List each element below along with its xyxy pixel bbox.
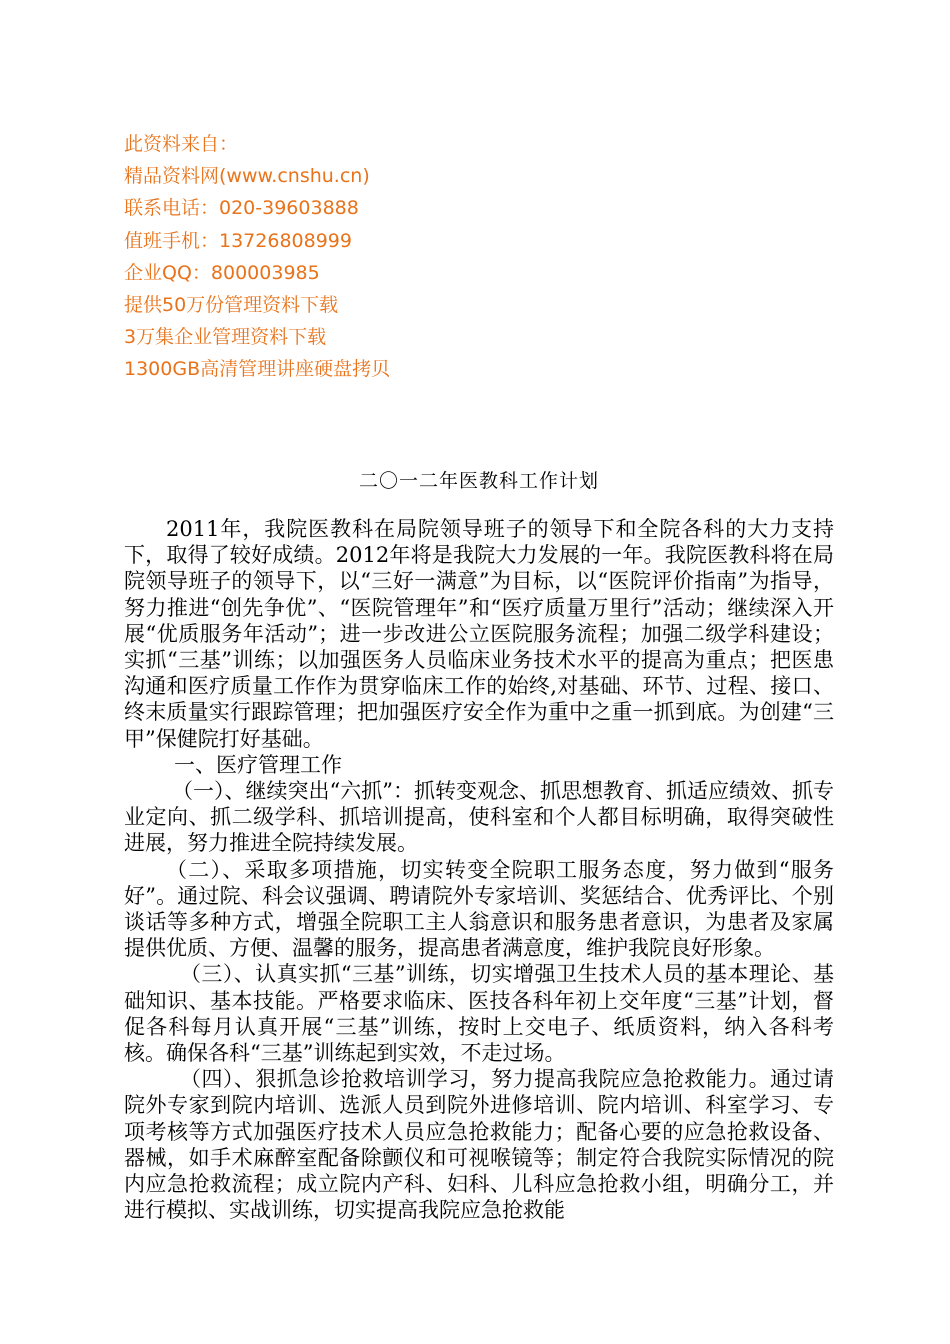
item-paragraph-4: （四）、狠抓急诊抢救培训学习，努力提高我院应急抢救能力。通过请院外专家到院内培训、选派人员到院外进修培训、院内培训、科室学习、专项考核等方式加强医疗技术人员应急抢救能力；配备心要的应急抢救设备、器械，如手术麻醉室配备除颤仪和可视喉镜等；制定符合我院实际情况的院内应急抢救流程；成立院内产科、妇科、儿科应急抢救小组，明确分工，并进行模拟、实战训练，切实提高我院应急抢救能 [124,1067,834,1223]
section-heading: 一、医疗管理工作 [174,752,342,777]
promo-line-source: 此资料来自： [124,133,239,155]
promo-block [124,128,624,386]
item-paragraph-2: （二）、采取多项措施，切实转变全院职工服务态度，努力做到“服务好”。通过院、科会议强调、聘请院外专家培训、奖惩结合、优秀评比、个别谈话等多种方式，增强全院职工主人翁意识和服务患者意识，为患者及家属提供优质、方便、温馨的服务，提高患者满意度，维护我院良好形象。 [124,857,834,961]
promo-line-mobile: 值班手机：13726808999 [124,229,352,252]
intro-paragraph: 2011年，我院医教科在局院领导班子的领导下和全院各科的大力支持下，取得了较好成绩。2012年将是我院大力发展的一年。我院医教科将在局院领导班子的领导下，以“三好一满意”为目标，以“医院评价指南”为指导，努力推进“创先争优”、“医院管理年”和“医疗质量万里行”活动；继续深入开展“优质服务年活动”；进一步改进公立医院服务流程；加强二级学科建设；实抓“三基”训练；以加强医务人员临床业务技术水平的提高为重点；把医患沟通和医疗质量工作作为贯穿临床工作的始终,对基础、环节、过程、接口、终末质量实行跟踪管理；把加强医疗安全作为重中之重一抓到底。为创建“三甲”保健院打好基础。 [124,517,834,751]
document-title: 二〇一二年医教科工作计划 [358,470,599,492]
promo-line-qq: 企业QQ：800003985 [124,261,320,284]
promo-line-website: 精品资料网(www.cnshu.cn) [124,165,370,188]
promo-line-offer-hd: 1300GB高清管理讲座硬盘拷贝 [124,358,391,381]
promo-line-offer-docs: 提供50万份管理资料下载 [124,294,339,317]
promo-line-phone: 联系电话：020-39603888 [124,197,359,220]
document-body [124,516,834,1223]
item-paragraph-3: （三）、认真实抓“三基”训练，切实增强卫生技术人员的基本理论、基础知识、基本技能。严格要求临床、医技各科年初上交年度“三基”计划，督促各科每月认真开展“三基”训练，按时上交电子、纸质资料，纳入各科考核。确保各科“三基”训练起到实效，不走过场。 [124,962,834,1066]
item-paragraph-1: （一）、继续突出“六抓”：抓转变观念、抓思想教育、抓适应绩效、抓专业定向、抓二级学科、抓培训提高，使科室和个人都目标明确，取得突破性进展，努力推进全院持续发展。 [124,779,834,856]
promo-line-offer-videos: 3万集企业管理资料下载 [124,326,327,349]
